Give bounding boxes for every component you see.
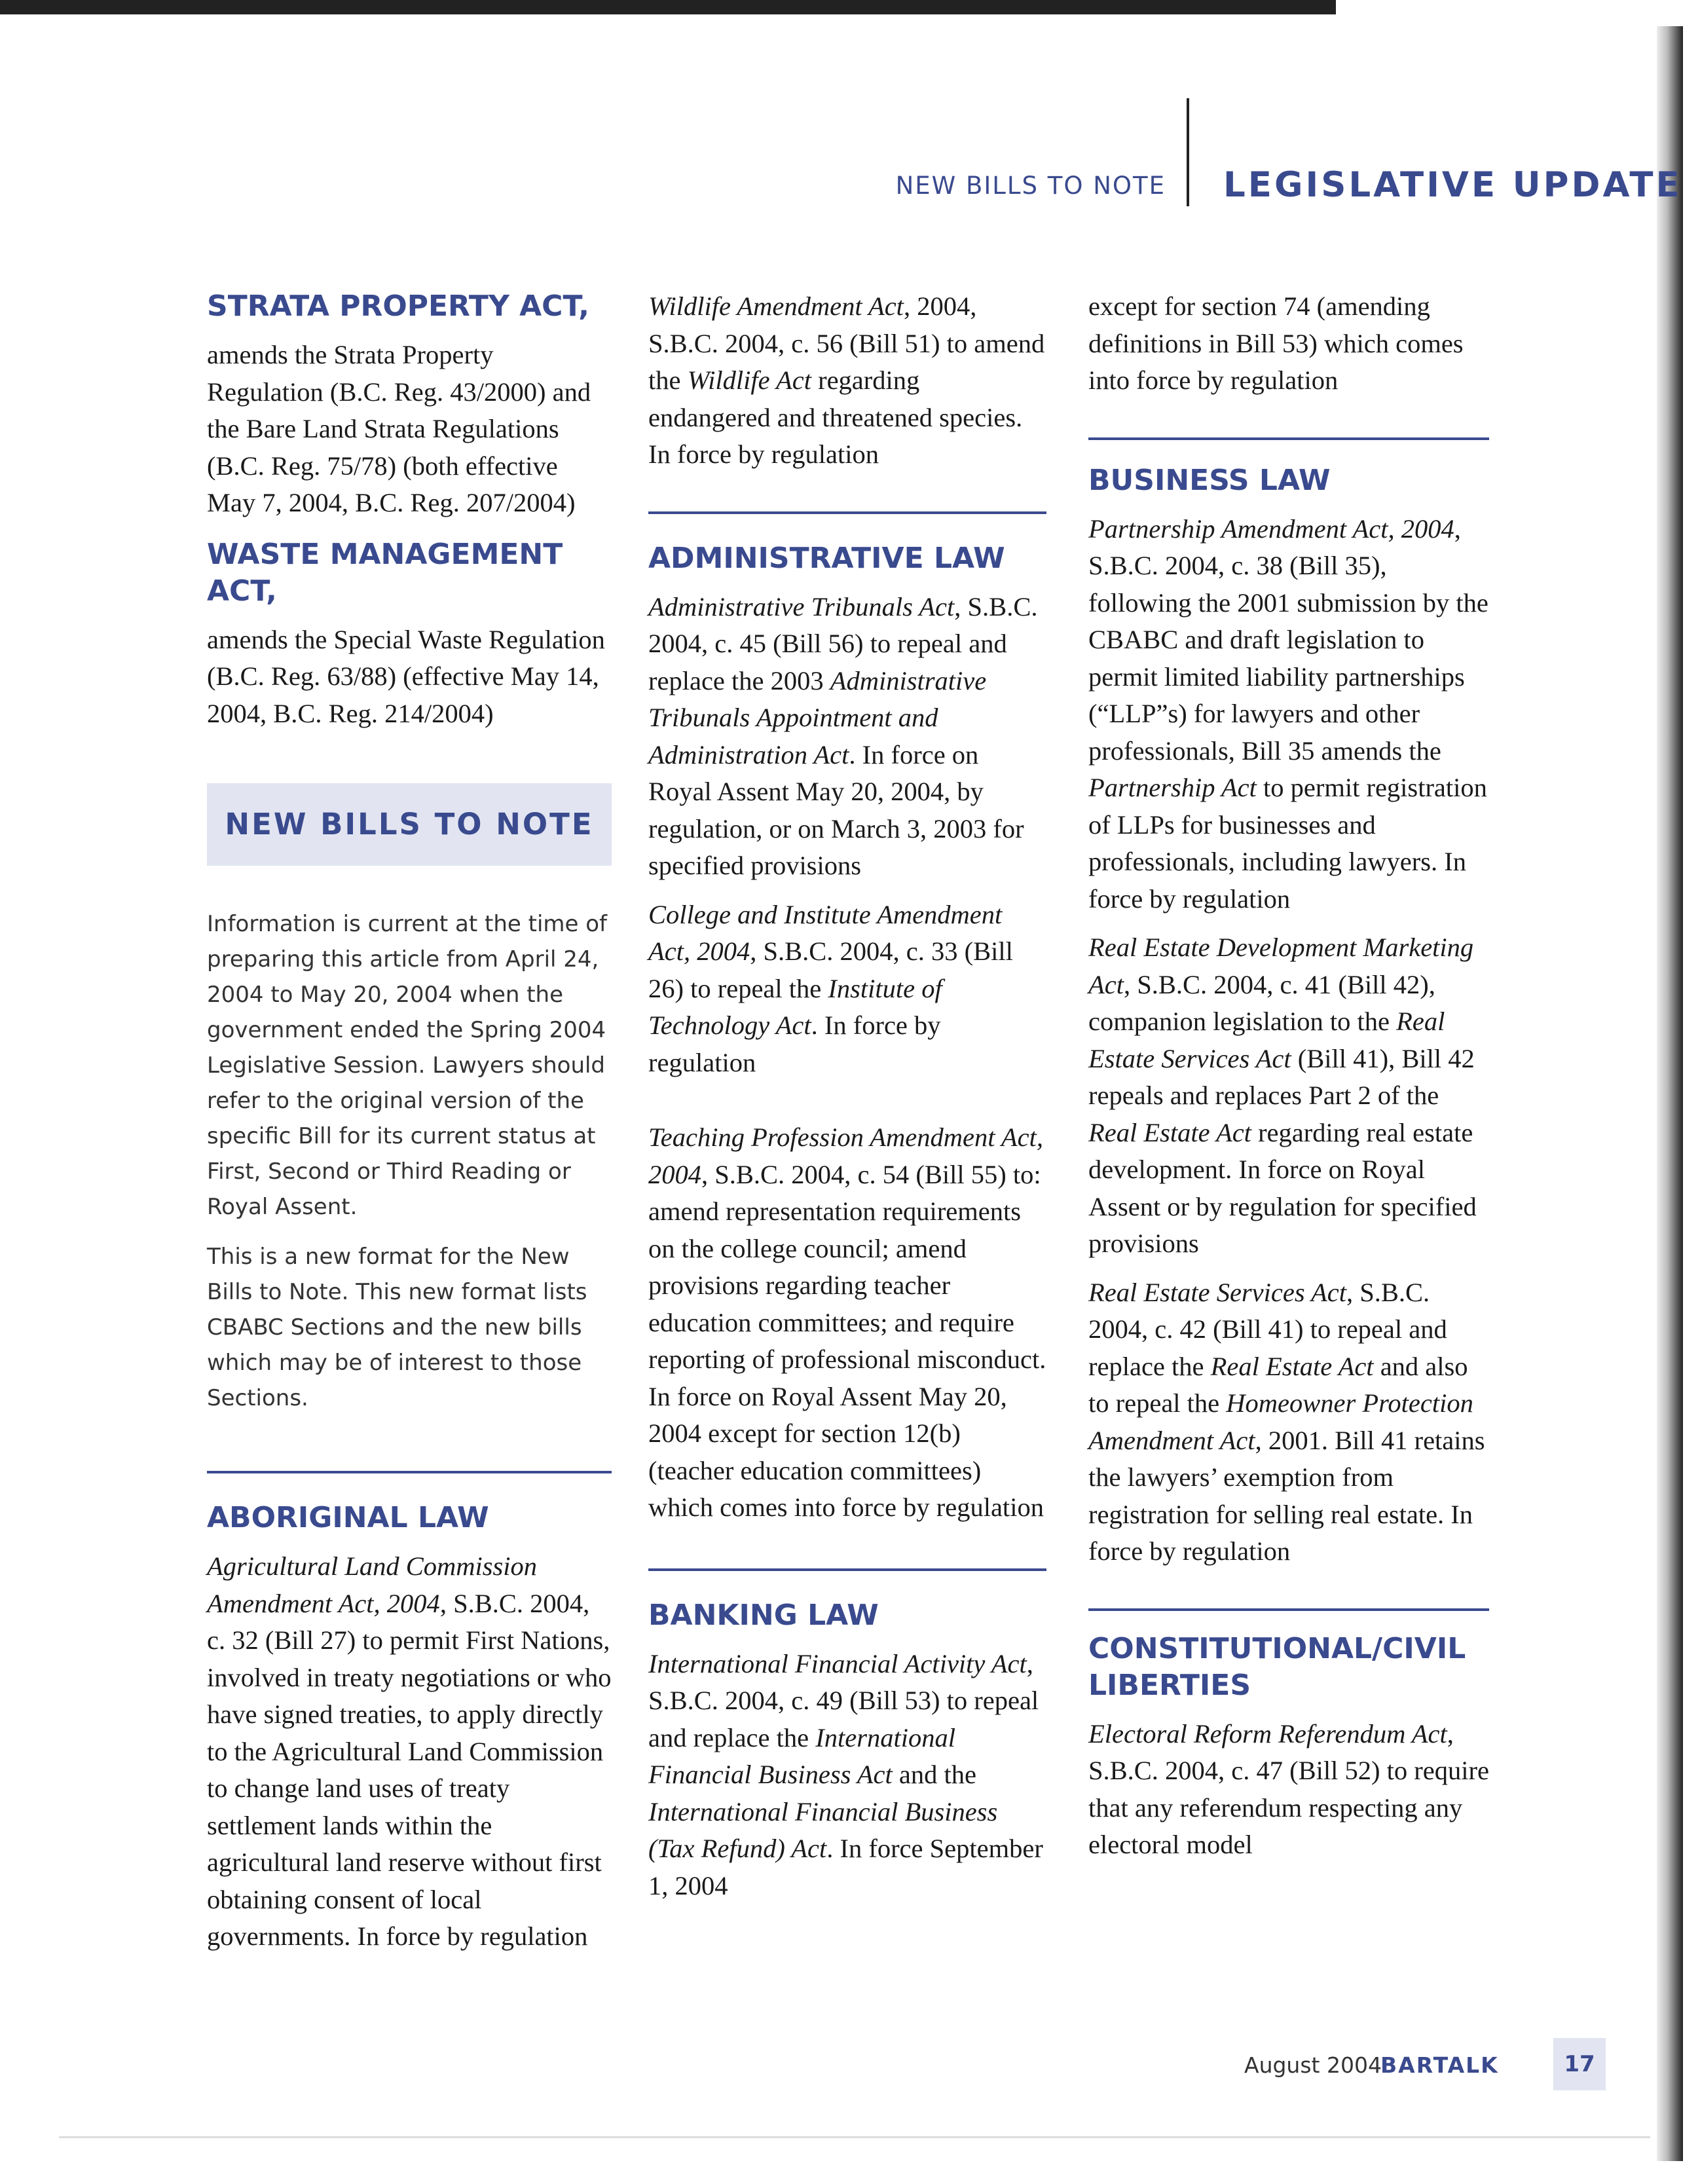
agri-title: Agricultural Land Commission Amendment Act, 2004 <box>207 1551 538 1618</box>
partnership-act: Partnership Act <box>1088 773 1257 802</box>
waste-heading: WASTE MANAGEMENT ACT, <box>207 537 563 608</box>
res-text-a: , S.B.C. 2004, c. 42 (Bill 41) to repeal and replace the <box>1088 1277 1447 1381</box>
footer-brand: BARTALK <box>1380 2052 1499 2078</box>
admin-text-a: , S.B.C. 2004, c. 45 (Bill 56) to repeal and replace the 2003 <box>648 591 1038 695</box>
electoral-text: , S.B.C. 2004, c. 47 (Bill 52) to require that any referendum respecting any electoral model <box>1088 1718 1489 1859</box>
res-entry <box>1088 1274 1489 1570</box>
teaching-entry <box>648 1119 1046 1527</box>
redm-entry <box>1088 929 1489 1263</box>
aboriginal-heading: ABORIGINAL LAW <box>207 1501 489 1534</box>
admin-title: Administrative Tribunals Act <box>648 591 955 621</box>
redm-act-2: Real Estate Act <box>1088 1117 1251 1147</box>
partnership-title: Partnership Amendment Act, 2004 <box>1088 513 1454 544</box>
binding-edge <box>1657 26 1683 2161</box>
teaching-body: , S.B.C. 2004, c. 54 (Bill 55) to: amend representation requirements on the college council; amend provisions regarding teacher education committees; and require reporting of professional misconduct. In force on Royal Assent May 20, 2004 except for section 12(b) (teacher education committees) which comes into force by regulation <box>648 1159 1046 1522</box>
teaching-title: Teaching Profession Amendment Act, 2004 <box>648 1122 1043 1189</box>
running-header-title: LEGISLATIVE UPDATE <box>1223 165 1682 205</box>
strata-heading: STRATA PROPERTY ACT, <box>207 289 589 323</box>
page-number: 17 <box>1553 2038 1606 2090</box>
college-title: College and Institute Amendment Act, 2004 <box>648 899 1003 966</box>
wildlife-act: Wildlife Act <box>687 365 811 395</box>
wildlife-entry <box>648 288 1046 473</box>
res-title: Real Estate Services Act <box>1088 1277 1346 1307</box>
wildlife-title: Wildlife Amendment Act <box>648 291 904 321</box>
ifa-text-a: , S.B.C. 2004, c. 49 (Bill 53) to repeal and replace the <box>648 1648 1039 1752</box>
bottom-edge <box>59 2136 1650 2138</box>
info-paragraph-1: Information is current at the time of preparing this article from April 24, 2004 to May 20, 2004 when the government ended the Spring 2004 Legislative Session. Lawyers should refer to the original version of the specific Bill for its current status at First, Second or Third Reading or Royal Assent. <box>207 911 608 1220</box>
res-act-2: Homeowner Protection Amendment Act <box>1088 1388 1473 1455</box>
banking-heading: BANKING LAW <box>648 1598 879 1632</box>
top-edge <box>0 0 1336 14</box>
administrative-heading: ADMINISTRATIVE LAW <box>648 541 1005 575</box>
column-2 <box>648 288 1046 1916</box>
ifa-entry <box>648 1646 1046 1905</box>
constitutional-heading: CONSTITUTIONAL/CIVIL LIBERTIES <box>1088 1631 1466 1702</box>
agri-body: , S.B.C. 2004, c. 32 (Bill 27) to permit First Nations, involved in treaty negotiations or who have signed treaties, to apply directly to the Agricultural Land Commission to change land uses of treaty settlement lands within the agricultural land reserve without first obtaining consent of local governments. In force by regulation <box>207 1588 612 1951</box>
redm-title: Real Estate Development Marketing Act <box>1088 933 1474 999</box>
res-act-1: Real Estate Act <box>1210 1351 1374 1381</box>
running-header-section: NEW BILLS TO NOTE <box>895 172 1166 200</box>
redm-text-b: (Bill 41), Bill 42 repeals and replaces Part 2 of the <box>1088 1043 1475 1110</box>
college-entry <box>648 897 1046 1082</box>
footer-date: August 2004 <box>1244 2052 1382 2078</box>
partnership-text-b: to permit registration of LLPs for businesses and professionals, including lawyers. In force by regulation <box>1088 773 1487 914</box>
column-1 <box>207 288 612 1967</box>
ifa-title: International Financial Activity Act <box>648 1648 1027 1678</box>
res-text-c: , 2001. Bill 41 retains the lawyers’ exemption from registration for selling real estate. In force by regulation <box>1088 1425 1485 1566</box>
wildlife-text-a: , 2004, S.B.C. 2004, c. 56 (Bill 51) to amend the <box>648 291 1045 395</box>
electoral-title: Electoral Reform Referendum Act <box>1088 1718 1447 1749</box>
waste-body: amends the Special Waste Regulation (B.C. Reg. 63/88) (effective May 14, 2004, B.C. Reg. 214/2004) <box>207 624 605 728</box>
college-text-b: . In force by regulation <box>648 1010 941 1077</box>
ifa-text-b: and the <box>892 1760 976 1789</box>
electoral-entry <box>1088 1716 1489 1864</box>
college-act: Institute of Technology Act <box>648 973 942 1040</box>
redm-act-1: Real Estate Services Act <box>1088 1007 1445 1073</box>
wildlife-text-b: regarding endangered and threatened species. In force by regulation <box>648 365 1023 469</box>
redm-text-c: regarding real estate development. In force on Royal Assent or by regulation for specified provisions <box>1088 1117 1477 1258</box>
agri-entry <box>207 1548 612 1955</box>
info-paragraph-2: This is a new format for the New Bills to Note. This new format lists CBABC Sections and the new bills which may be of interest to those Sections. <box>207 1244 587 1411</box>
admin-entry <box>648 589 1046 885</box>
partnership-entry <box>1088 511 1489 918</box>
header-divider <box>1187 98 1189 206</box>
ifa-text-c: . In force September 1, 2004 <box>648 1834 1043 1900</box>
column-3 <box>1088 288 1489 1876</box>
admin-act: Administrative Tribunals Appointment and Administration Act <box>648 665 987 769</box>
partnership-text-a: , S.B.C. 2004, c. 38 (Bill 35), following the 2001 submission by the CBABC and draft legislation to permit limited liability partnerships (“LLP”s) for lawyers and other professionals, Bill 35 amends the <box>1088 513 1488 766</box>
new-bills-box: NEW BILLS TO NOTE <box>207 783 612 866</box>
business-heading: BUSINESS LAW <box>1088 463 1331 497</box>
admin-text-b: . In force on Royal Assent May 20, 2004, by regulation, or on March 3, 2003 for specified provisions <box>648 739 1024 880</box>
continued-text: except for section 74 (amending definitions in Bill 53) which comes into force by regulation <box>1088 291 1464 395</box>
college-text-a: , S.B.C. 2004, c. 33 (Bill 26) to repeal the <box>648 936 1013 1003</box>
strata-body: amends the Strata Property Regulation (B.C. Reg. 43/2000) and the Bare Land Strata Regulations (B.C. Reg. 75/78) (both effective May 7, 2004, B.C. Reg. 207/2004) <box>207 340 591 517</box>
ifa-act-2: International Financial Business (Tax Refund) Act <box>648 1796 998 1863</box>
redm-text-a: , S.B.C. 2004, c. 41 (Bill 42), companion legislation to the <box>1088 969 1435 1036</box>
res-text-b: and also to repeal the <box>1088 1351 1468 1418</box>
ifa-act-1: International Financial Business Act <box>648 1722 955 1789</box>
